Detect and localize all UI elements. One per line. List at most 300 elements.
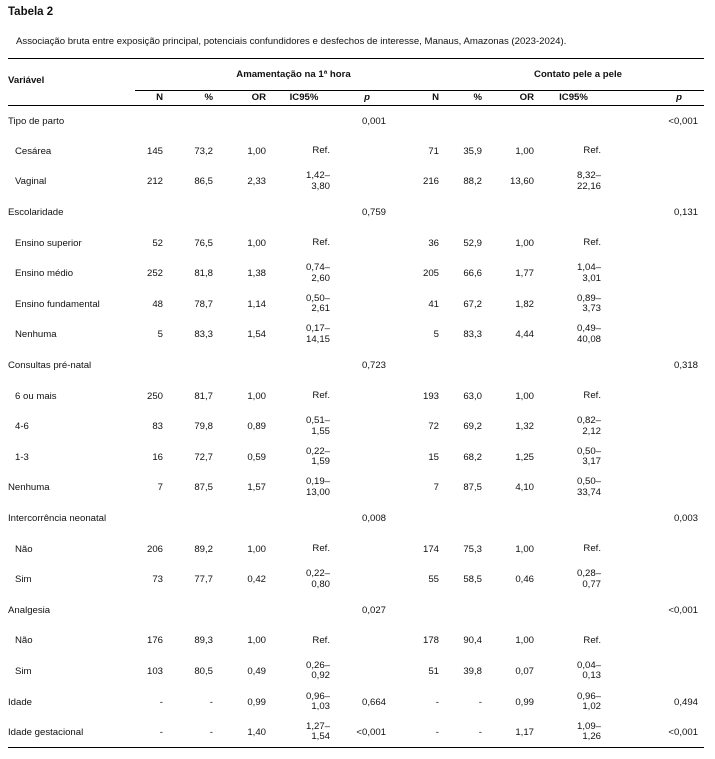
row-label: Escolaridade bbox=[8, 207, 64, 219]
table-row bbox=[8, 258, 704, 289]
cell-p bbox=[611, 136, 704, 167]
ic95-part: 0,80 bbox=[311, 578, 330, 590]
table-row bbox=[8, 106, 704, 137]
col-header-ic95: IC95% bbox=[289, 92, 319, 104]
table-row bbox=[8, 656, 704, 687]
table-row bbox=[8, 473, 704, 504]
table-row bbox=[8, 289, 704, 320]
cell-p bbox=[340, 411, 392, 442]
row-label: Analgesia bbox=[8, 604, 51, 616]
ic95-part: Ref. bbox=[312, 389, 330, 401]
cell-ic95 bbox=[268, 350, 340, 381]
cell-ic95 bbox=[536, 503, 611, 534]
cell-or: 1,32 bbox=[515, 421, 534, 433]
row-label: Consultas pré-natal bbox=[8, 360, 92, 372]
cell-ic95 bbox=[536, 167, 611, 198]
cell-n bbox=[392, 106, 441, 137]
cell-n: 55 bbox=[428, 574, 439, 586]
cell-p bbox=[611, 289, 704, 320]
cell-or bbox=[215, 350, 268, 381]
cell-n bbox=[392, 503, 441, 534]
ic95-part: Ref. bbox=[583, 236, 601, 248]
group-header-skin-contact: Contato pele a pele bbox=[392, 59, 704, 91]
table-row bbox=[8, 197, 704, 228]
ic95-part: 13,00 bbox=[305, 486, 330, 498]
cell-percent bbox=[441, 350, 484, 381]
ic95-part: 0,28– bbox=[576, 568, 601, 580]
ic95-part: 1,59 bbox=[311, 456, 330, 468]
ic95-part: 1,42– bbox=[305, 170, 330, 182]
ic95-part: 0,82– bbox=[576, 415, 601, 427]
cell-percent: 87,5 bbox=[463, 482, 482, 494]
cell-or: 1,17 bbox=[515, 726, 534, 738]
cell-p: <0,001 bbox=[668, 604, 698, 616]
cell-p bbox=[611, 442, 704, 473]
row-label: Ensino médio bbox=[15, 268, 74, 280]
cell-ic95 bbox=[536, 564, 611, 595]
cell-percent: 83,3 bbox=[194, 329, 213, 341]
cell-percent: 52,9 bbox=[463, 237, 482, 249]
cell-n: 52 bbox=[152, 237, 163, 249]
cell-p bbox=[340, 381, 392, 412]
cell-ic95 bbox=[536, 197, 611, 228]
results-table bbox=[8, 58, 704, 748]
cell-n: 252 bbox=[146, 268, 163, 280]
ic95-part: 0,13 bbox=[582, 670, 601, 682]
cell-n: 83 bbox=[152, 421, 163, 433]
cell-percent: 35,9 bbox=[463, 145, 482, 157]
cell-p bbox=[340, 228, 392, 259]
table-row bbox=[8, 411, 704, 442]
ic95-part: 3,73 bbox=[582, 303, 601, 315]
cell-p: 0,318 bbox=[673, 360, 698, 372]
cell-n: 145 bbox=[146, 145, 163, 157]
cell-or: 13,60 bbox=[509, 176, 534, 188]
ic95-part: 1,26 bbox=[582, 731, 601, 743]
cell-p bbox=[340, 320, 392, 351]
cell-p bbox=[611, 626, 704, 657]
cell-percent: 78,7 bbox=[194, 298, 213, 310]
cell-p: 0,027 bbox=[361, 604, 386, 616]
table-row bbox=[8, 381, 704, 412]
cell-n: 212 bbox=[146, 176, 163, 188]
cell-percent: - bbox=[209, 696, 213, 708]
ic95-part: 0,96– bbox=[576, 690, 601, 702]
ic95-part: 0,96– bbox=[305, 690, 330, 702]
cell-or: 1,00 bbox=[247, 237, 266, 249]
cell-p bbox=[611, 534, 704, 565]
cell-ic95 bbox=[268, 442, 340, 473]
ic95-part: 1,04– bbox=[576, 262, 601, 274]
cell-p: 0,494 bbox=[673, 696, 698, 708]
cell-ic95 bbox=[268, 717, 340, 748]
cell-p: 0,723 bbox=[361, 360, 386, 372]
table-row bbox=[8, 503, 704, 534]
cell-ic95 bbox=[536, 656, 611, 687]
cell-ic95 bbox=[536, 136, 611, 167]
cell-or: 1,57 bbox=[247, 482, 266, 494]
cell-or bbox=[484, 197, 536, 228]
ic95-part: Ref. bbox=[583, 542, 601, 554]
row-label: Idade gestacional bbox=[8, 726, 84, 738]
cell-n bbox=[135, 197, 165, 228]
ic95-part: Ref. bbox=[312, 542, 330, 554]
cell-percent: 77,7 bbox=[194, 574, 213, 586]
row-label: Ensino fundamental bbox=[15, 298, 100, 310]
cell-p: 0,131 bbox=[673, 207, 698, 219]
cell-or: 1,00 bbox=[515, 145, 534, 157]
cell-n: 7 bbox=[157, 482, 163, 494]
cell-p bbox=[340, 564, 392, 595]
cell-percent: 89,2 bbox=[194, 543, 213, 555]
ic95-part: 3,17 bbox=[582, 456, 601, 468]
table-body bbox=[8, 106, 704, 748]
cell-n: 36 bbox=[428, 237, 439, 249]
cell-n: 216 bbox=[422, 176, 439, 188]
cell-or: 1,40 bbox=[247, 726, 266, 738]
table-row bbox=[8, 626, 704, 657]
ic95-part: 0,04– bbox=[576, 659, 601, 671]
cell-ic95 bbox=[268, 136, 340, 167]
table-row bbox=[8, 228, 704, 259]
cell-n: 5 bbox=[433, 329, 439, 341]
cell-percent: 58,5 bbox=[463, 574, 482, 586]
cell-n: 51 bbox=[428, 665, 439, 677]
cell-n: 72 bbox=[428, 421, 439, 433]
cell-or bbox=[215, 106, 268, 137]
cell-p bbox=[611, 411, 704, 442]
cell-ic95 bbox=[268, 289, 340, 320]
ic95-part: 0,49– bbox=[576, 323, 601, 335]
cell-or: 0,46 bbox=[515, 574, 534, 586]
cell-or: 1,82 bbox=[515, 298, 534, 310]
cell-n bbox=[135, 106, 165, 137]
cell-percent bbox=[441, 106, 484, 137]
cell-percent bbox=[441, 503, 484, 534]
cell-n bbox=[392, 595, 441, 626]
cell-n: 193 bbox=[422, 390, 439, 402]
ic95-part: 0,50– bbox=[305, 292, 330, 304]
ic95-part: Ref. bbox=[312, 236, 330, 248]
cell-ic95 bbox=[268, 320, 340, 351]
cell-n bbox=[392, 350, 441, 381]
cell-n: - bbox=[435, 696, 439, 708]
ic95-part: Ref. bbox=[312, 634, 330, 646]
ic95-part: 22,16 bbox=[576, 180, 601, 192]
cell-or: 1,00 bbox=[515, 635, 534, 647]
col-header-p: p bbox=[676, 92, 682, 104]
cell-p: <0,001 bbox=[668, 726, 698, 738]
ic95-part: Ref. bbox=[583, 389, 601, 401]
cell-p bbox=[340, 534, 392, 565]
cell-or: 4,44 bbox=[515, 329, 534, 341]
cell-p: 0,664 bbox=[361, 696, 386, 708]
cell-percent: - bbox=[478, 696, 482, 708]
ic95-part: 3,01 bbox=[582, 272, 601, 284]
row-label: Sim bbox=[15, 665, 32, 677]
cell-or: 1,00 bbox=[515, 390, 534, 402]
cell-p bbox=[340, 136, 392, 167]
cell-percent: 88,2 bbox=[463, 176, 482, 188]
group-header-breastfeeding: Amamentação na 1ª hora bbox=[135, 59, 392, 91]
row-label: 6 ou mais bbox=[15, 390, 57, 402]
row-label: Nenhuma bbox=[15, 329, 57, 341]
cell-ic95 bbox=[536, 687, 611, 718]
col-header-n: N bbox=[432, 92, 439, 104]
cell-n: 41 bbox=[428, 298, 439, 310]
cell-n: - bbox=[159, 726, 163, 738]
cell-or bbox=[484, 106, 536, 137]
cell-ic95 bbox=[268, 411, 340, 442]
ic95-part: 8,32– bbox=[576, 170, 601, 182]
cell-n: 206 bbox=[146, 543, 163, 555]
ic95-part: 0,22– bbox=[305, 445, 330, 457]
cell-p bbox=[340, 656, 392, 687]
row-label: Vaginal bbox=[15, 176, 47, 188]
cell-or: 0,59 bbox=[247, 451, 266, 463]
cell-n: 15 bbox=[428, 451, 439, 463]
ic95-part: Ref. bbox=[583, 145, 601, 157]
ic95-part: 0,74– bbox=[305, 262, 330, 274]
cell-ic95 bbox=[268, 534, 340, 565]
cell-percent: 68,2 bbox=[463, 451, 482, 463]
row-label: 4-6 bbox=[15, 421, 29, 433]
table-row bbox=[8, 136, 704, 167]
row-label: Sim bbox=[15, 574, 32, 586]
ic95-part: 1,54 bbox=[311, 731, 330, 743]
cell-or bbox=[215, 503, 268, 534]
ic95-part: 1,02 bbox=[582, 701, 601, 713]
cell-ic95 bbox=[268, 503, 340, 534]
cell-or bbox=[484, 595, 536, 626]
cell-p: 0,008 bbox=[361, 513, 386, 525]
cell-ic95 bbox=[268, 473, 340, 504]
cell-or bbox=[215, 197, 268, 228]
cell-p bbox=[340, 473, 392, 504]
cell-or: 1,00 bbox=[247, 635, 266, 647]
col-header-or: OR bbox=[519, 92, 534, 104]
cell-n: - bbox=[159, 696, 163, 708]
ic95-part: 0,17– bbox=[305, 323, 330, 335]
row-label: Não bbox=[15, 543, 33, 555]
col-header-pct: % bbox=[473, 92, 482, 104]
cell-n: 205 bbox=[422, 268, 439, 280]
table-row bbox=[8, 442, 704, 473]
cell-p bbox=[611, 228, 704, 259]
cell-or: 0,89 bbox=[247, 421, 266, 433]
cell-p bbox=[340, 258, 392, 289]
cell-or: 1,54 bbox=[247, 329, 266, 341]
cell-p: 0,003 bbox=[673, 513, 698, 525]
cell-or: 0,42 bbox=[247, 574, 266, 586]
ic95-part: 1,09– bbox=[576, 720, 601, 732]
col-header-p: p bbox=[364, 92, 370, 104]
cell-ic95 bbox=[268, 228, 340, 259]
cell-or: 4,10 bbox=[515, 482, 534, 494]
cell-or: 0,49 bbox=[247, 665, 266, 677]
cell-p bbox=[611, 473, 704, 504]
ic95-part: 0,26– bbox=[305, 659, 330, 671]
cell-p bbox=[611, 258, 704, 289]
cell-percent: 80,5 bbox=[194, 665, 213, 677]
ic95-part: 0,89– bbox=[576, 292, 601, 304]
cell-percent: 79,8 bbox=[194, 421, 213, 433]
cell-n bbox=[392, 197, 441, 228]
cell-n bbox=[135, 350, 165, 381]
ic95-part: 0,50– bbox=[576, 445, 601, 457]
cell-ic95 bbox=[536, 534, 611, 565]
cell-n: 174 bbox=[422, 543, 439, 555]
cell-percent: 86,5 bbox=[194, 176, 213, 188]
cell-percent: 72,7 bbox=[194, 451, 213, 463]
table-row bbox=[8, 717, 704, 748]
cell-or: 2,33 bbox=[247, 176, 266, 188]
cell-percent bbox=[441, 595, 484, 626]
cell-ic95 bbox=[536, 289, 611, 320]
table-row bbox=[8, 595, 704, 626]
cell-or: 1,00 bbox=[515, 237, 534, 249]
col-header-n: N bbox=[156, 92, 163, 104]
cell-or: 1,00 bbox=[247, 543, 266, 555]
cell-n: 7 bbox=[433, 482, 439, 494]
cell-p bbox=[340, 442, 392, 473]
row-label: Idade bbox=[8, 696, 33, 708]
row-label: Ensino superior bbox=[15, 237, 82, 249]
row-label: 1-3 bbox=[15, 451, 29, 463]
cell-ic95 bbox=[536, 350, 611, 381]
ic95-part: Ref. bbox=[583, 634, 601, 646]
cell-ic95 bbox=[268, 687, 340, 718]
row-label: Nenhuma bbox=[8, 482, 50, 494]
cell-n: - bbox=[435, 726, 439, 738]
table-row bbox=[8, 320, 704, 351]
cell-ic95 bbox=[268, 626, 340, 657]
cell-p bbox=[340, 289, 392, 320]
ic95-part: 14,15 bbox=[305, 333, 330, 345]
cell-p: <0,001 bbox=[356, 726, 386, 738]
cell-n bbox=[135, 503, 165, 534]
cell-ic95 bbox=[536, 411, 611, 442]
ic95-part: 40,08 bbox=[576, 333, 601, 345]
cell-percent: 87,5 bbox=[194, 482, 213, 494]
row-label: Cesárea bbox=[15, 145, 52, 157]
cell-percent: 63,0 bbox=[463, 390, 482, 402]
cell-ic95 bbox=[268, 106, 340, 137]
cell-ic95 bbox=[268, 656, 340, 687]
cell-n: 16 bbox=[152, 451, 163, 463]
cell-percent: 75,3 bbox=[463, 543, 482, 555]
cell-percent bbox=[441, 197, 484, 228]
cell-n bbox=[135, 595, 165, 626]
cell-ic95 bbox=[536, 258, 611, 289]
ic95-part: 1,27– bbox=[305, 720, 330, 732]
cell-p bbox=[611, 564, 704, 595]
cell-p bbox=[611, 381, 704, 412]
cell-percent: 81,8 bbox=[194, 268, 213, 280]
cell-percent: - bbox=[209, 726, 213, 738]
variable-header: Variável bbox=[8, 75, 45, 86]
cell-n: 176 bbox=[146, 635, 163, 647]
ic95-part: 0,77 bbox=[582, 578, 601, 590]
ic95-part: 33,74 bbox=[576, 486, 601, 498]
cell-ic95 bbox=[268, 167, 340, 198]
cell-or: 1,00 bbox=[247, 390, 266, 402]
cell-ic95 bbox=[268, 595, 340, 626]
ic95-part: 0,22– bbox=[305, 568, 330, 580]
cell-n: 5 bbox=[157, 329, 163, 341]
cell-percent: 83,3 bbox=[463, 329, 482, 341]
cell-or: 1,00 bbox=[247, 145, 266, 157]
cell-or: 1,77 bbox=[515, 268, 534, 280]
ic95-part: 1,55 bbox=[311, 425, 330, 437]
cell-percent: 73,2 bbox=[194, 145, 213, 157]
cell-or: 0,07 bbox=[515, 665, 534, 677]
cell-percent: 66,6 bbox=[463, 268, 482, 280]
cell-or: 1,14 bbox=[247, 298, 266, 310]
row-label: Intercorrência neonatal bbox=[8, 513, 107, 525]
cell-ic95 bbox=[536, 717, 611, 748]
ic95-part: 0,51– bbox=[305, 415, 330, 427]
table-row bbox=[8, 167, 704, 198]
cell-or bbox=[215, 595, 268, 626]
cell-percent: - bbox=[478, 726, 482, 738]
cell-percent: 90,4 bbox=[463, 635, 482, 647]
cell-percent bbox=[165, 197, 215, 228]
cell-ic95 bbox=[536, 442, 611, 473]
ic95-part: 0,92 bbox=[311, 670, 330, 682]
table-caption: Associação bruta entre exposição principal, potenciais confundidores e desfechos de interesse, Manaus, Amazonas (2023-2024). bbox=[16, 36, 567, 47]
cell-p bbox=[340, 167, 392, 198]
ic95-part: 2,61 bbox=[311, 303, 330, 315]
cell-n: 48 bbox=[152, 298, 163, 310]
col-header-or: OR bbox=[251, 92, 266, 104]
cell-ic95 bbox=[536, 473, 611, 504]
cell-percent bbox=[165, 595, 215, 626]
ic95-part: 3,80 bbox=[311, 180, 330, 192]
cell-percent: 89,3 bbox=[194, 635, 213, 647]
table-row bbox=[8, 350, 704, 381]
cell-percent: 81,7 bbox=[194, 390, 213, 402]
cell-or: 1,00 bbox=[515, 543, 534, 555]
cell-p bbox=[611, 656, 704, 687]
cell-p bbox=[611, 167, 704, 198]
ic95-part: Ref. bbox=[312, 145, 330, 157]
table-row bbox=[8, 534, 704, 565]
cell-ic95 bbox=[268, 564, 340, 595]
cell-n: 71 bbox=[428, 145, 439, 157]
cell-p: 0,759 bbox=[361, 207, 386, 219]
cell-p bbox=[611, 320, 704, 351]
cell-or bbox=[484, 503, 536, 534]
table-title: Tabela 2 bbox=[8, 6, 54, 18]
cell-ic95 bbox=[268, 258, 340, 289]
cell-percent: 69,2 bbox=[463, 421, 482, 433]
cell-or: 1,25 bbox=[515, 451, 534, 463]
cell-or: 0,99 bbox=[515, 696, 534, 708]
cell-percent bbox=[165, 106, 215, 137]
cell-percent: 67,2 bbox=[463, 298, 482, 310]
cell-p bbox=[340, 626, 392, 657]
cell-ic95 bbox=[268, 381, 340, 412]
cell-ic95 bbox=[536, 381, 611, 412]
table-row bbox=[8, 564, 704, 595]
cell-or: 0,99 bbox=[247, 696, 266, 708]
cell-p: 0,001 bbox=[361, 115, 386, 127]
cell-n: 103 bbox=[146, 665, 163, 677]
cell-ic95 bbox=[536, 228, 611, 259]
cell-n: 178 bbox=[422, 635, 439, 647]
cell-percent: 39,8 bbox=[463, 665, 482, 677]
